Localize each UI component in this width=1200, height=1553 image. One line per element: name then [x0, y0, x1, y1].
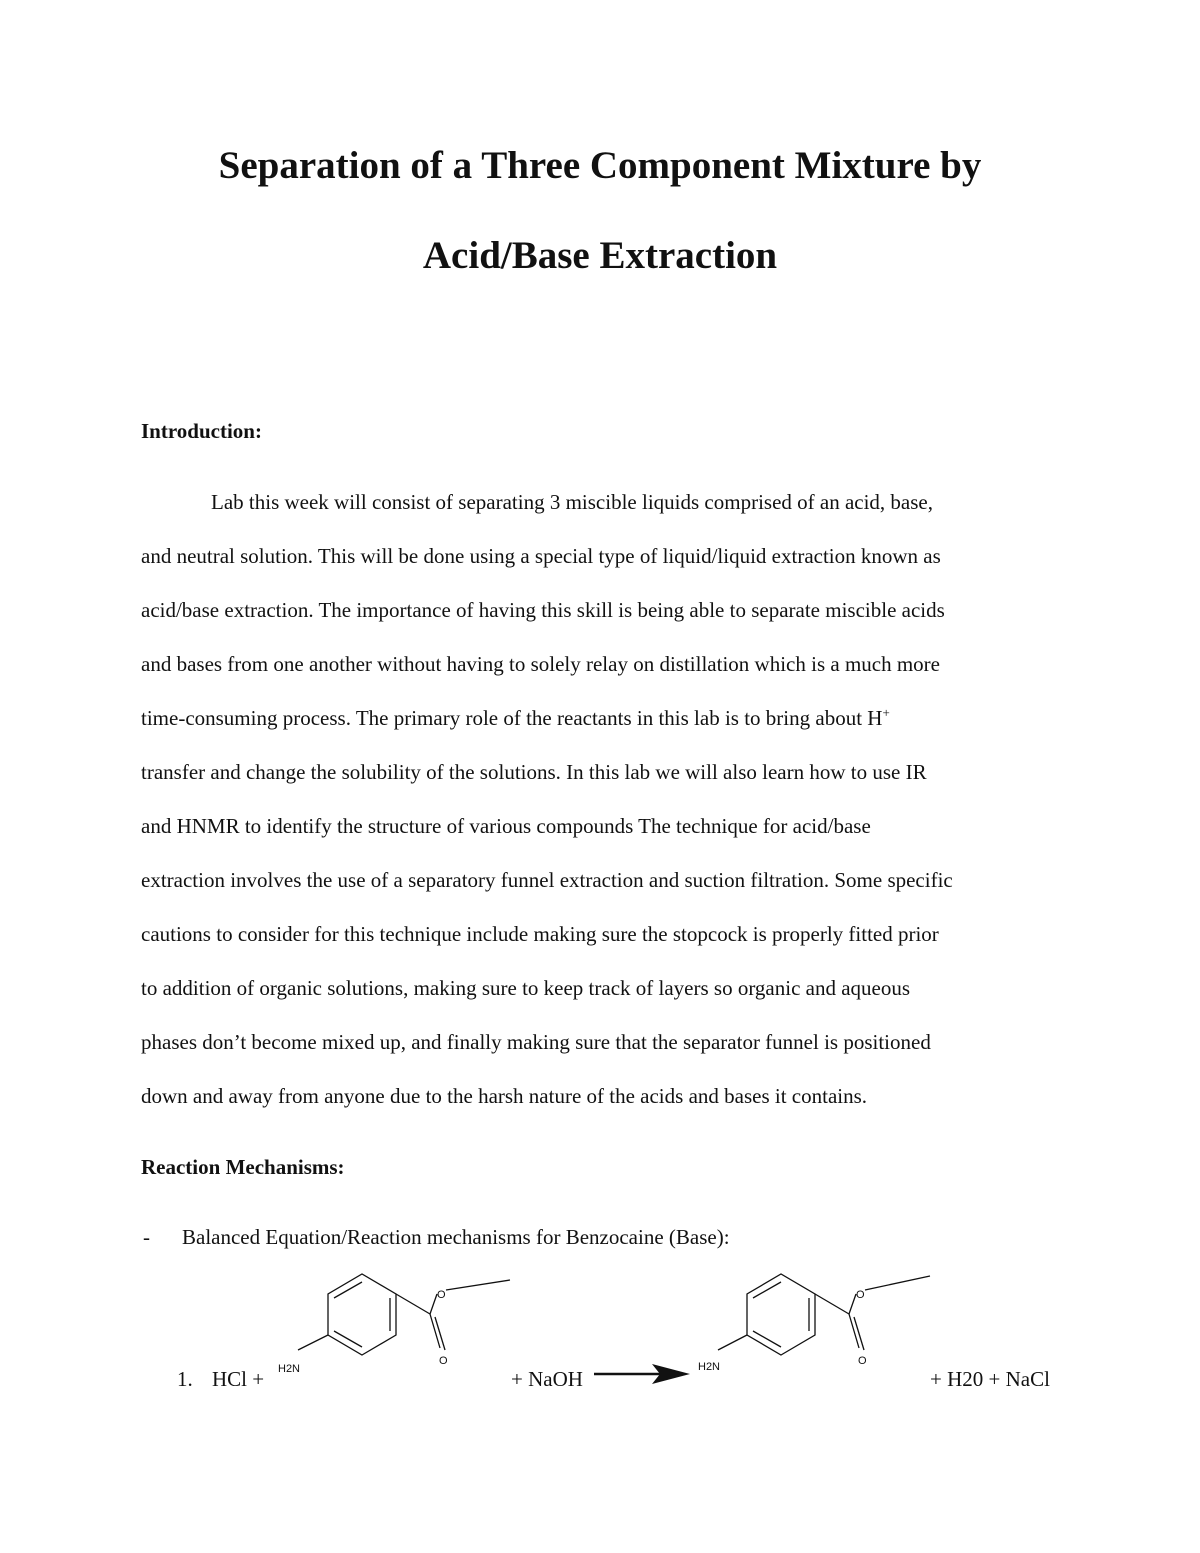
intro-line-3: acid/base extraction. The importance of having this skill is being able to separate miscible acids	[141, 598, 945, 622]
h-plus-superscript: +	[882, 705, 890, 720]
introduction-heading: Introduction:	[141, 419, 262, 443]
intro-line-5-text: time-consuming process. The primary role of the reactants in this lab is to bring about H	[141, 706, 883, 730]
left-carbonyl-oxygen: O	[439, 1355, 448, 1367]
equation-number: 1.	[177, 1367, 193, 1391]
title-line-1: Separation of a Three Component Mixture by	[218, 144, 982, 187]
right-ester-oxygen: O	[856, 1289, 865, 1301]
reaction-arrow	[594, 1364, 690, 1384]
intro-line-10: to addition of organic solutions, making sure to keep track of layers so organic and aqueous	[141, 976, 911, 1000]
bullet-text: Balanced Equation/Reaction mechanisms for Benzocaine (Base):	[182, 1225, 730, 1249]
intro-line-9: cautions to consider for this technique include making sure the stopcock is properly fitted prior	[141, 922, 939, 946]
benzocaine-structure-left	[298, 1274, 510, 1355]
intro-line-12: down and away from anyone due to the harsh nature of the acids and bases it contains.	[141, 1084, 868, 1108]
intro-line-5	[141, 705, 890, 731]
intro-line-4: and bases from one another without having to solely relay on distillation which is a much more	[141, 652, 940, 676]
reaction-mechanisms-heading: Reaction Mechanisms:	[141, 1155, 345, 1179]
intro-line-2: and neutral solution. This will be done using a special type of liquid/liquid extraction known as	[141, 544, 941, 568]
reaction-scheme	[0, 1260, 1200, 1430]
intro-line-11: phases don’t become mixed up, and finally making sure that the separator funnel is positioned	[141, 1030, 931, 1054]
left-ester-oxygen: O	[437, 1289, 446, 1301]
bullet-dash: -	[143, 1225, 150, 1249]
title-line-2: Acid/Base Extraction	[422, 234, 778, 277]
benzocaine-structure-right	[718, 1274, 930, 1355]
intro-line-1: Lab this week will consist of separating 3 miscible liquids comprised of an acid, base,	[211, 490, 933, 514]
intro-line-7: and HNMR to identify the structure of various compounds The technique for acid/base	[141, 814, 871, 838]
right-carbonyl-oxygen: O	[858, 1355, 867, 1367]
equation-reactant-hcl: HCl +	[212, 1367, 265, 1391]
intro-line-8: extraction involves the use of a separatory funnel extraction and suction filtration. Some specific	[141, 868, 953, 892]
right-amine-label: H2N	[698, 1361, 721, 1373]
equation-reagent-naoh: + NaOH	[511, 1367, 583, 1391]
left-amine-label: H2N	[278, 1363, 301, 1375]
intro-line-6: transfer and change the solubility of the solutions. In this lab we will also learn how to use IR	[141, 760, 927, 784]
equation-products: + H20 + NaCl	[930, 1367, 1050, 1391]
